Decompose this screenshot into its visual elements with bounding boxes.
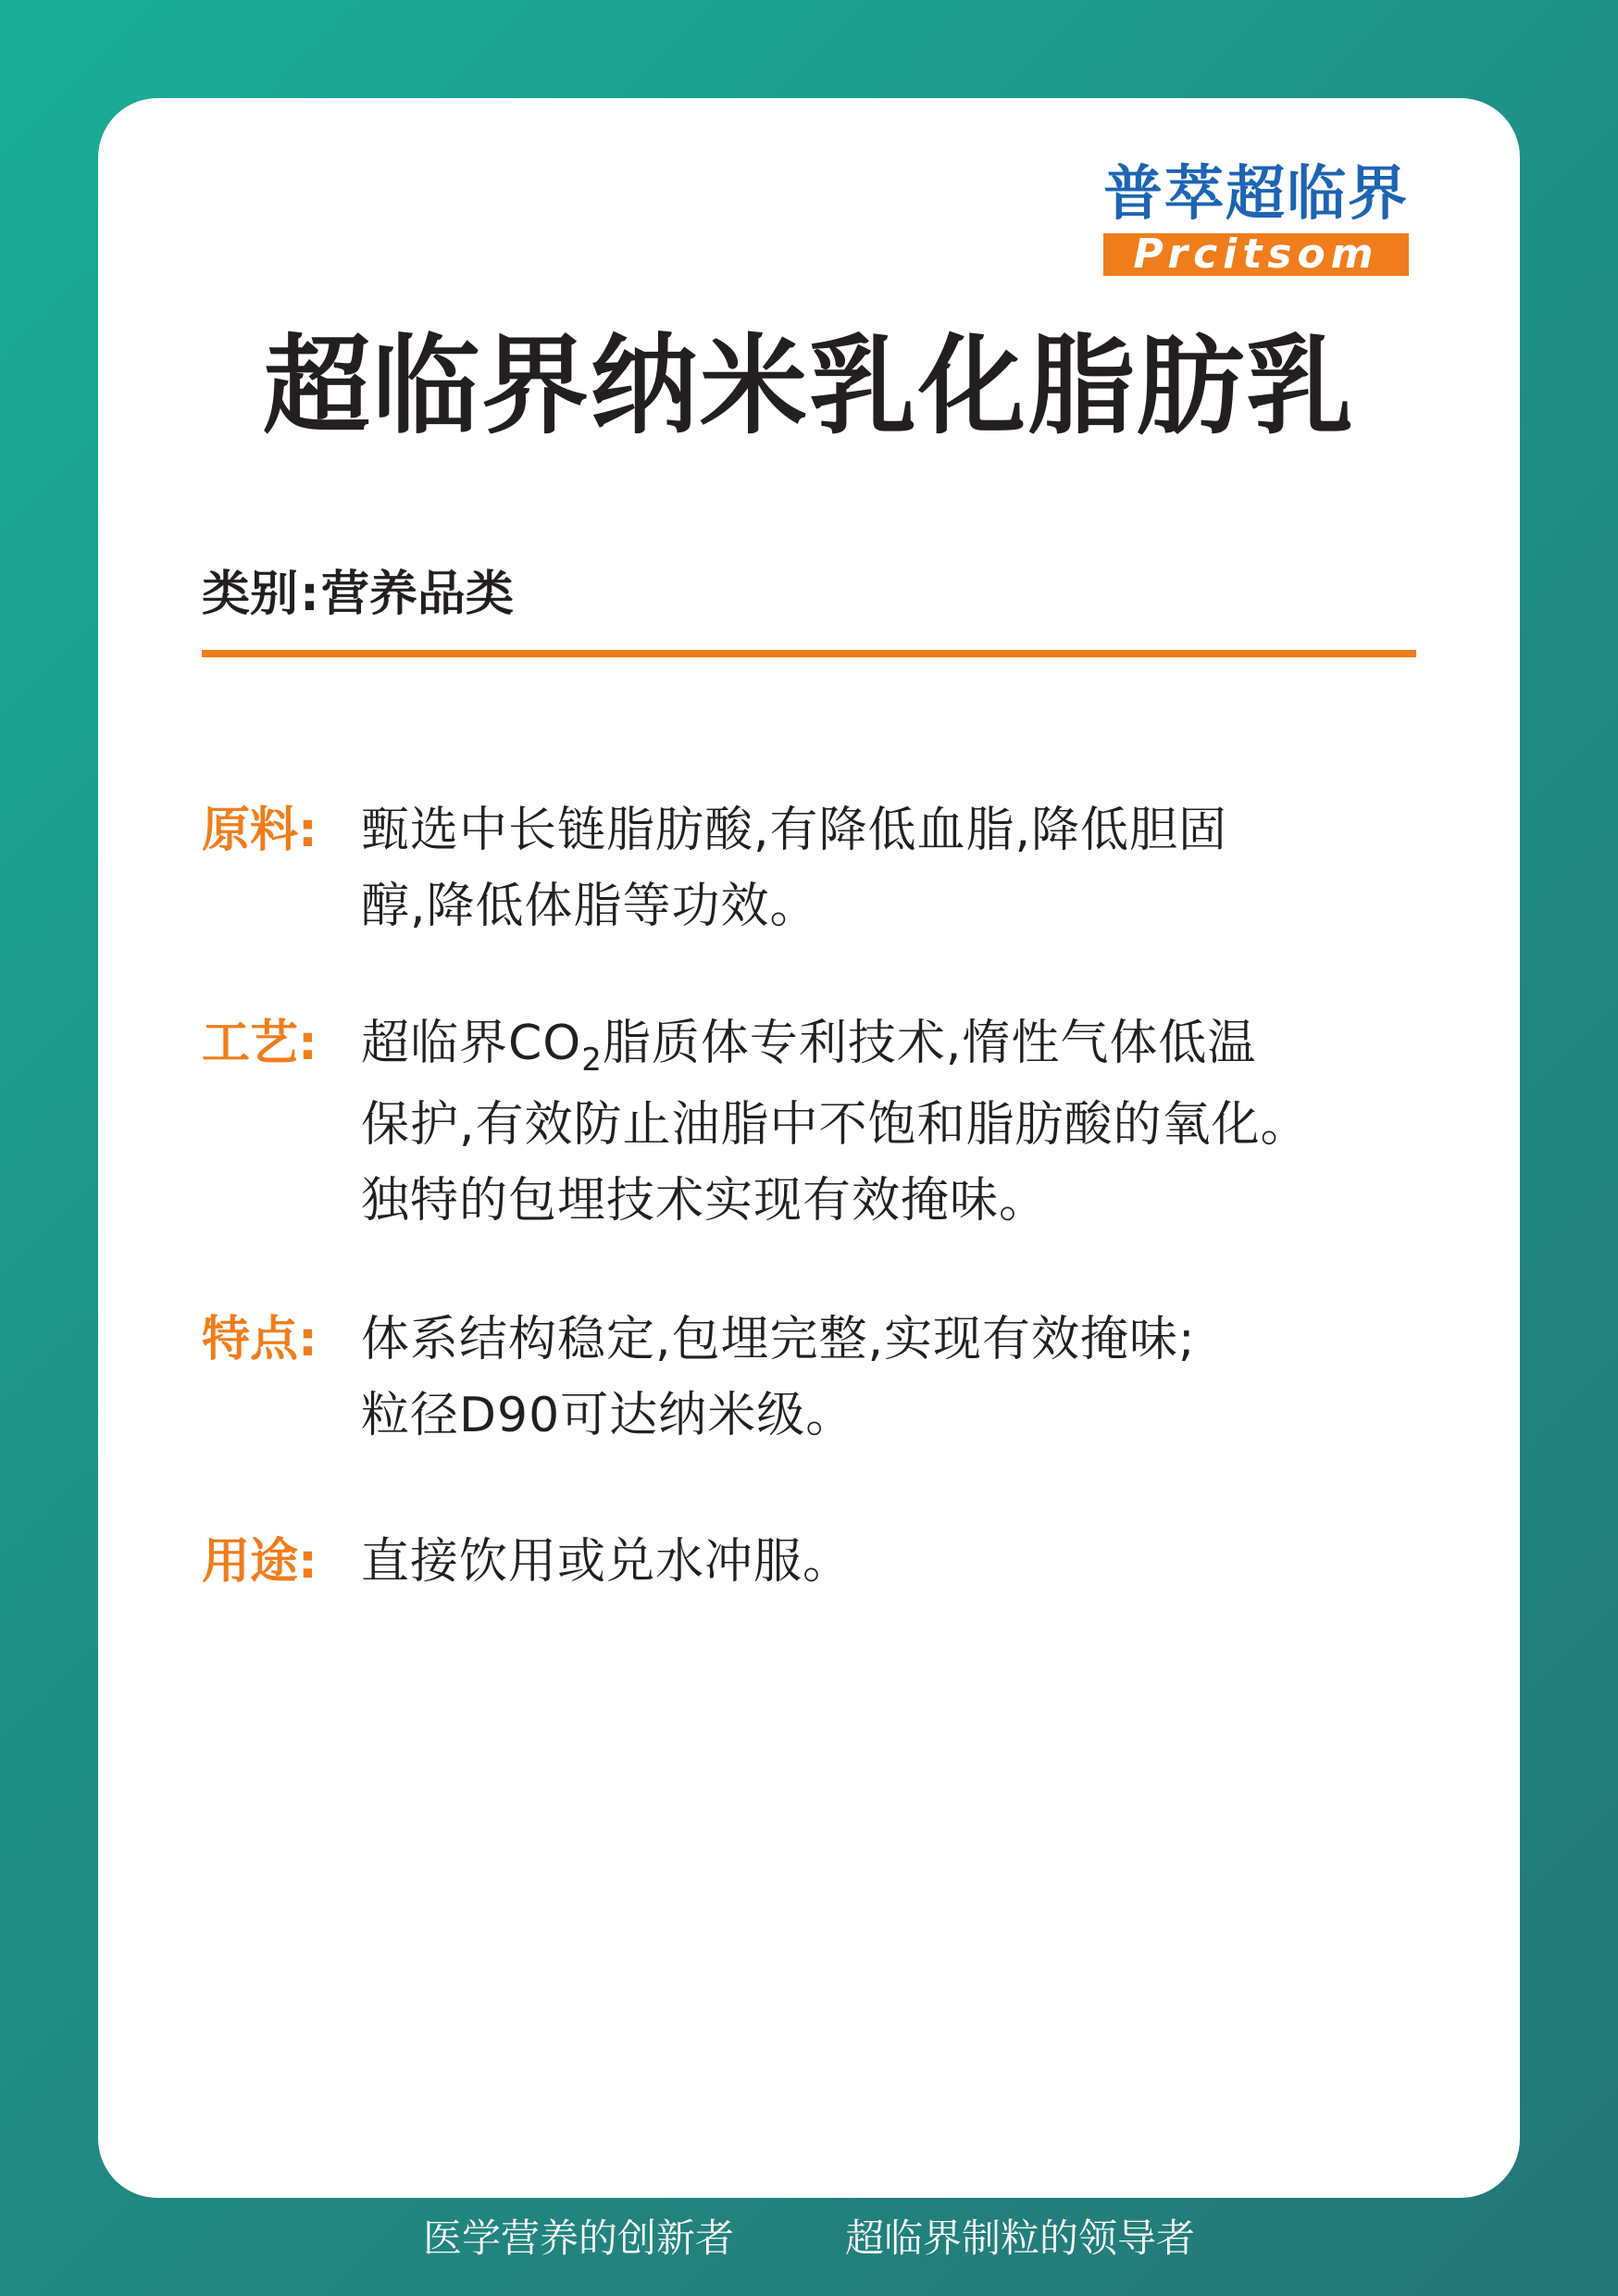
text-fragment: 超临界CO bbox=[361, 1016, 582, 1071]
section-usage bbox=[202, 1524, 1442, 1600]
footer-slogans bbox=[0, 2213, 1618, 2265]
brand-name-cn: 普萃超临界 bbox=[1103, 160, 1409, 229]
text-line: 粒径D90可达纳米级。 bbox=[361, 1388, 855, 1443]
section-text-raw-material bbox=[361, 792, 1442, 944]
page-title: 超临界纳米乳化脂肪乳 bbox=[263, 324, 1355, 449]
footer-slogan-right: 超临界制粒的领导者 bbox=[845, 2215, 1196, 2261]
text-line: 保护,有效防止油脂中不饱和脂肪酸的氧化。 bbox=[361, 1097, 1310, 1153]
subscript-2: 2 bbox=[581, 1042, 603, 1079]
section-text-usage bbox=[361, 1524, 1442, 1600]
category-label: 类别 bbox=[202, 567, 299, 622]
category-value: 营养品类 bbox=[320, 567, 514, 622]
section-text-features bbox=[361, 1302, 1442, 1454]
text-line: 甄选中长链脂肪酸,有降低血脂,降低胆固 bbox=[361, 803, 1228, 858]
brand-logo bbox=[1103, 159, 1409, 276]
text-line bbox=[361, 1005, 1442, 1087]
section-raw-material bbox=[202, 792, 1442, 944]
section-label-features: 特点: bbox=[202, 1312, 317, 1367]
orange-divider bbox=[202, 650, 1416, 657]
section-label-raw-material: 原料: bbox=[202, 803, 317, 858]
footer-slogan-left: 医学营养的创新者 bbox=[422, 2215, 734, 2261]
section-process bbox=[202, 1005, 1442, 1239]
category-separator: : bbox=[300, 567, 319, 622]
category-line bbox=[202, 561, 514, 628]
section-label-usage: 用途: bbox=[202, 1534, 317, 1590]
product-card bbox=[98, 98, 1520, 2198]
section-features bbox=[202, 1302, 1442, 1454]
text-line: 独特的包埋技术实现有效掩味。 bbox=[361, 1173, 1049, 1229]
section-label-process: 工艺: bbox=[202, 1016, 317, 1071]
brand-name-en: Prcitsom bbox=[1103, 233, 1409, 276]
text-fragment: 脂质体专利技术,惰性气体低温 bbox=[602, 1016, 1257, 1071]
text-line: 醇,降低体脂等功效。 bbox=[361, 879, 819, 934]
text-line: 体系结构稳定,包埋完整,实现有效掩味; bbox=[361, 1312, 1196, 1367]
text-line: 直接饮用或兑水冲服。 bbox=[361, 1534, 853, 1590]
section-text-process bbox=[361, 1005, 1442, 1239]
